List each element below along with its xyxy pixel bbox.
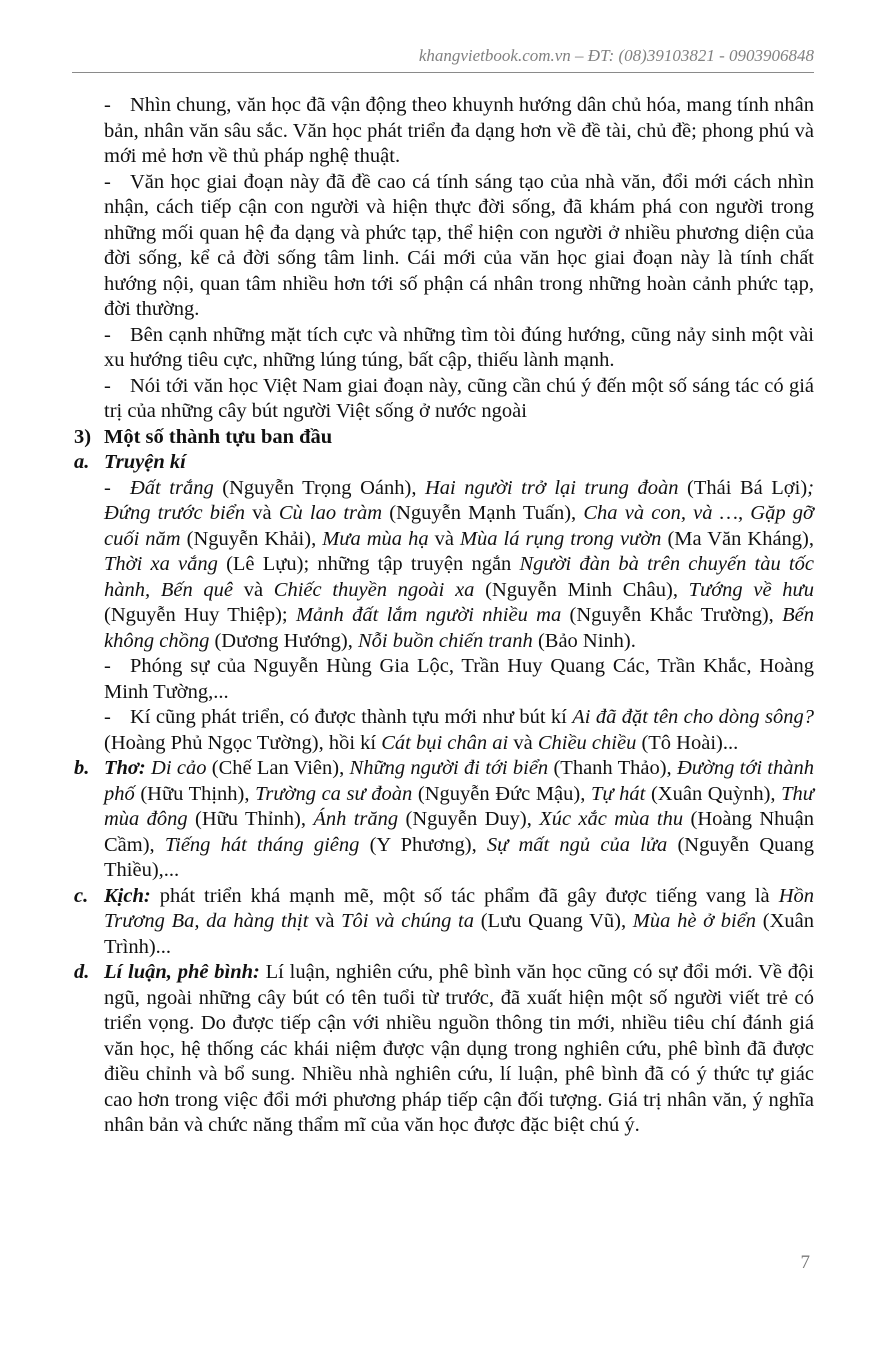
work-title: Tiếng hát tháng giêng: [164, 833, 360, 856]
text-run: (Nguyễn Khải),: [180, 527, 323, 550]
work-title: Chiếc thuyền ngoài xa: [273, 578, 475, 601]
text-run: phát triển khá mạnh mẽ, một số tác phẩm đã gây được tiếng vang là: [150, 884, 779, 907]
bullet-dash: -: [104, 94, 111, 116]
subsection-letter: d.: [74, 961, 90, 983]
work-title: Tướng về hưu: [688, 578, 814, 601]
subsection-title: Thơ:: [104, 757, 146, 779]
text-run: và: [308, 910, 342, 932]
text-run: (Nguyễn Mạnh Tuấn),: [382, 502, 584, 524]
bullet-dash: -: [104, 170, 111, 193]
subsection-letter: b.: [74, 757, 90, 779]
section-title: Một số thành tựu ban đầu: [104, 425, 333, 448]
work-title: Mưa mùa hạ: [322, 527, 429, 550]
text-run: (Xuân Quỳnh),: [645, 782, 782, 805]
work-title: Thư mùa đông: [104, 782, 814, 830]
work-title: Bến không chồng: [104, 604, 814, 652]
subsection-c: [74, 884, 814, 961]
work-title: Cát bụi chân ai: [381, 731, 509, 754]
section-3-heading: [74, 425, 814, 451]
text-run: (Lê Lựu); những tập truyện ngắn: [217, 553, 520, 575]
text-run: Kí cũng phát triển, có được thành tựu mới như bút kí: [130, 706, 573, 728]
work-title: Cù lao tràm: [278, 502, 383, 524]
bullet-dash: -: [104, 706, 111, 728]
text-run: (Ma Văn Kháng),: [661, 527, 815, 550]
subsection-title: Kịch:: [104, 884, 151, 907]
text-run: (Hoàng Nhuận Cầm),: [104, 808, 814, 856]
text-run: (Xuân Trình)...: [104, 910, 814, 958]
text-run: (Hữu Thịnh),: [134, 782, 256, 805]
bullet-dash: -: [104, 655, 111, 677]
subsection-letter: a.: [74, 451, 90, 473]
subsection-title: Truyện kí: [104, 451, 186, 473]
text-run: (Nguyễn Khắc Trường),: [561, 604, 783, 626]
work-title: Hồn Trương Ba, da hàng thịt: [104, 884, 814, 932]
subsection-a: [74, 450, 815, 756]
subsection-a-title: [104, 450, 814, 476]
intro-paragraph-2: [104, 170, 814, 323]
work-title: Người đàn bà trên chuyến tàu tốc hành, Bến quê: [104, 553, 814, 601]
paragraph-text: Bên cạnh những mặt tích cực và những tìm tòi đúng hướng, cũng nảy sinh một vài xu hướng tiêu cực, những lúng túng, bất cập, thiếu lành mạnh.: [104, 323, 814, 371]
work-title: Đường tới thành phố: [104, 757, 814, 805]
work-title: Mùa hè ở biển: [632, 910, 757, 932]
text-run: (Hữu Thỉnh),: [187, 808, 314, 830]
work-title: Mảnh đất lắm người nhiều ma: [295, 604, 562, 626]
work-title: Hai người trở lại trung đoàn: [425, 476, 679, 499]
subsection-b: [74, 756, 815, 884]
text-run: và: [508, 731, 538, 754]
text-run: (Chế Lan Viên),: [206, 757, 350, 779]
work-title: ; Đứng trước biển: [104, 476, 814, 524]
paragraph-text: Nhìn chung, văn học đã vận động theo khuynh hướng dân chủ hóa, mang tính nhân bản, nhân văn sâu sắc. Văn học phát triển đa dạng hơn về đề tài, chủ đề; phong phú và mới mẻ hơn về thủ pháp nghệ thuật.: [104, 94, 814, 167]
text-run: (Y Phương),: [359, 833, 487, 856]
work-title: Thời xa vắng: [104, 553, 218, 575]
subsection-d-paragraph: [104, 960, 814, 1139]
text-run: (Nguyễn Duy),: [398, 808, 540, 830]
subsection-b-paragraph: [104, 756, 814, 884]
work-title: Những người đi tới biển: [349, 757, 549, 779]
header-text: khangvietbook.com.vn – ĐT: (08)39103821 - 0903906848: [418, 46, 814, 65]
text-run: (Thanh Thảo),: [548, 757, 677, 779]
bullet-dash: -: [104, 476, 111, 499]
subsection-a-paragraph-2: [104, 654, 814, 705]
bullet-dash: -: [104, 374, 111, 397]
intro-paragraph-3: [104, 323, 814, 374]
text-run: Lí luận, nghiên cứu, phê bình văn học cũng có sự đổi mới. Về đội ngũ, ngoài những cây bút có tên tuổi từ trước, đã xuất hiện một số người viết trẻ có triển vọng. Do được tiếp cận với nhiều nguồn thông tin mới, nhiều tiêu chí đánh giá văn học, hệ thống các khái niệm được vận dụng trong nghiên cứu, phê bình đã được điều chỉnh và bổ sung. Nhiều nhà nghiên cứu, lí luận, phê bình đã có ý thức tự giác cao hơn trong việc đổi mới phương pháp tiếp cận đối tượng. Giá trị nhân văn, ý nghĩa nhân bản và chức năng thẩm mĩ của văn học được đặc biệt chú ý.: [104, 961, 815, 1136]
work-title: Tự hát: [590, 782, 646, 805]
work-title: Mùa lá rụng trong vườn: [459, 527, 662, 550]
intro-paragraph-1: [104, 93, 814, 170]
text-run: (Lưu Quang Vũ),: [474, 910, 633, 932]
page-content: [74, 93, 815, 1139]
work-title: Tôi và chúng ta: [341, 910, 474, 932]
page-header: [72, 44, 814, 73]
subsection-title: Lí luận, phê bình:: [104, 961, 260, 983]
text-run: (Nguyễn Đức Mậu),: [412, 782, 591, 805]
text-run: (Bảo Ninh).: [532, 629, 636, 652]
work-title: Trường ca sư đoàn: [255, 782, 413, 805]
subsection-a-paragraph-1: [104, 476, 814, 655]
bullet-dash: -: [104, 323, 111, 346]
subsection-a-paragraph-3: [104, 705, 814, 756]
work-title: Cha và con, và …, Gặp gỡ cuối năm: [104, 502, 814, 550]
work-title: Sự mất ngủ của lửa: [486, 833, 668, 856]
text-run: (Tô Hoài)...: [636, 731, 739, 754]
subsection-d: [74, 960, 815, 1139]
paragraph-text: Nói tới văn học Việt Nam giai đoạn này, cũng cần chú ý đến một số sáng tác có giá trị của những cây bút người Việt sống ở nước ngoài: [104, 374, 814, 422]
work-title: Đất trắng: [130, 476, 214, 499]
subsection-letter: c.: [74, 884, 89, 907]
text-run: và: [233, 578, 274, 601]
work-title: Nỗi buồn chiến tranh: [358, 629, 533, 652]
text-run: (Nguyễn Minh Châu),: [474, 578, 689, 601]
intro-paragraph-4: [104, 374, 814, 425]
text-run: và: [245, 502, 279, 524]
work-title: Di cảo: [145, 757, 207, 779]
text-run: và: [428, 527, 460, 550]
text-run: (Dương Hướng),: [209, 629, 358, 652]
page-number: 7: [800, 1252, 810, 1273]
section-number: 3): [74, 425, 92, 448]
subsection-c-paragraph: [104, 884, 814, 961]
paragraph-text: Phóng sự của Nguyễn Hùng Gia Lộc, Trần Huy Quang Các, Trần Khắc, Hoàng Minh Tường,...: [104, 655, 814, 703]
text-run: (Thái Bá Lợi): [678, 476, 808, 499]
text-run: (Nguyễn Huy Thiệp);: [104, 604, 296, 626]
text-run: (Nguyễn Quang Thiều),...: [104, 833, 815, 881]
text-run: (Hoàng Phủ Ngọc Tường), hồi kí: [104, 731, 382, 754]
text-run: (Nguyễn Trọng Oánh),: [213, 476, 425, 499]
work-title: Ánh trăng: [313, 808, 399, 830]
paragraph-text: Văn học giai đoạn này đã đề cao cá tính sáng tạo của nhà văn, đổi mới cách nhìn nhận, cách tiếp cận con người và hiện thực đời sống, đã khám phá con người trong những mối quan hệ đa dạng và phức tạp, thể hiện con người ở nhiều phương diện của đời sống, kể cả đời sống tâm linh. Cái mới của văn học giai đoạn này là tính chất hướng nội, quan tâm nhiều hơn tới số phận cá nhân trong những hoàn cảnh phức tạp, đời thường.: [104, 170, 814, 320]
work-title: Chiều chiều: [537, 731, 637, 754]
work-title: Xúc xắc mùa thu: [539, 808, 684, 830]
work-title: Ai đã đặt tên cho dòng sông?: [572, 706, 814, 728]
